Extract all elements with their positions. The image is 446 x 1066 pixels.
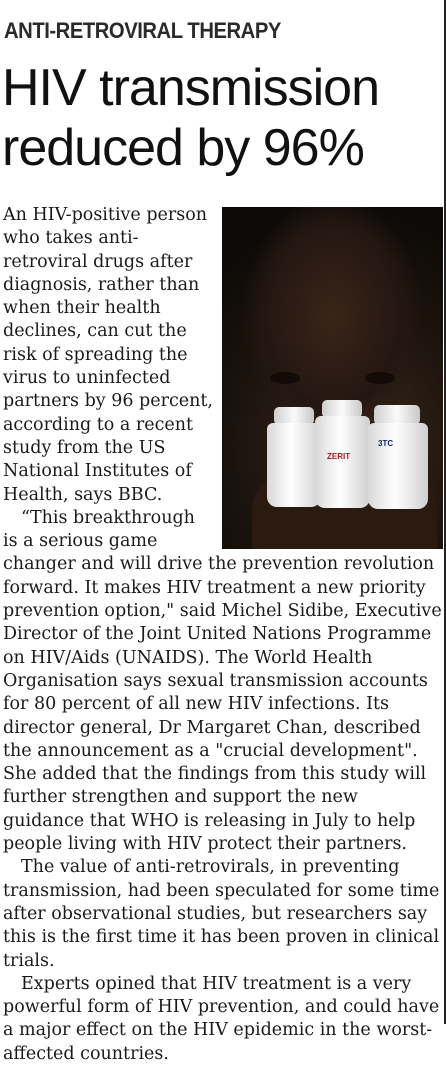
- article-body: [3, 204, 443, 1066]
- bottle-label-zerit: ZERIT: [327, 452, 351, 461]
- paragraph-3: The value of anti-retrovirals, in preventing transmission, had been speculated for some time after observational studies, but researchers say this is the first time it has been proven in clinical trials.: [3, 857, 440, 971]
- paragraph-2: “This breakthrough is a serious game changer and will drive the prevention revolution forward. It makes HIV treatment a new priority prevention option," said Michel Sidibe, Executive Director of the Joint United Nations Programme on HIV/Aids (UNAIDS). The World Health Organisation says sexual transmission accounts for 80 percent of all new HIV infections. Its director general, Dr Margaret Chan, described the announcement as a "crucial development". She added that the findings from this study will further strengthen and support the new guidance that WHO is releasing in July to help people living with HIV protect their partners.: [3, 507, 442, 855]
- paragraph-1: An HIV-positive person who takes anti-retroviral drugs after diagnosis, rather than when their health declines, can cut the risk of spreading the virus to uninfected partners by 96 percent, according to a recent study from the US National Institutes of Health, says BBC.: [3, 205, 213, 505]
- section-kicker: ANTI-RETROVIRAL THERAPY: [4, 18, 281, 43]
- headline: HIV transmission reduced by 96%: [2, 59, 379, 177]
- photo-wrap-space: [217, 204, 443, 552]
- bottle-label-3tc: 3TC: [378, 439, 394, 448]
- paragraph-4: Experts opined that HIV treatment is a very powerful form of HIV prevention, and could have a major effect on the HIV epidemic in the worst-affected countries.: [3, 973, 440, 1064]
